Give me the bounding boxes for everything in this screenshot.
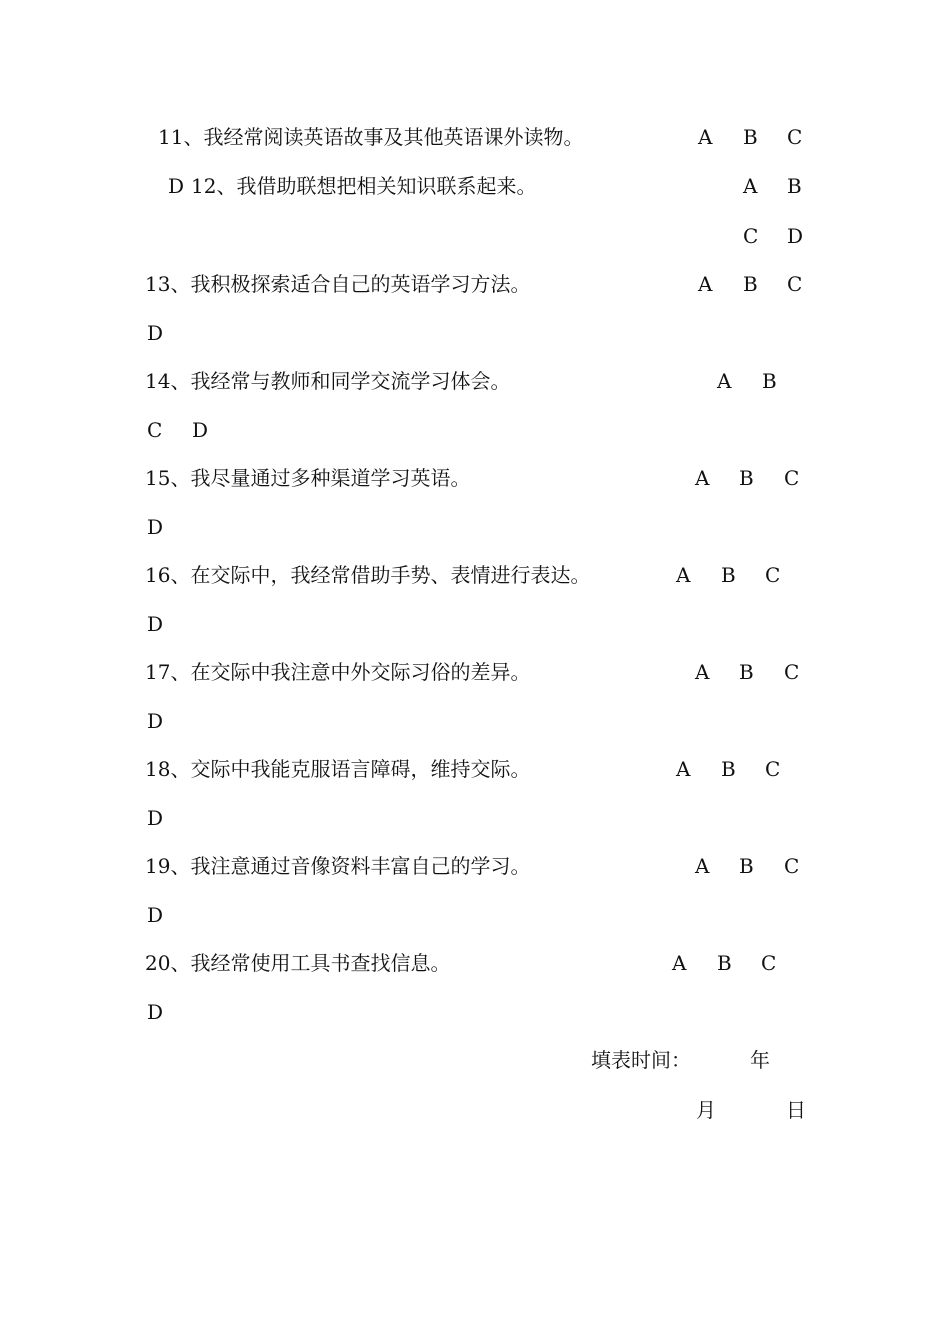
question-18-text: 18、交际中我能克服语言障碍，维持交际。	[145, 757, 531, 781]
question-17-option-b: B	[739, 660, 754, 684]
question-14-text: 14、我经常与教师和同学交流学习体会。	[145, 369, 511, 393]
question-11-option-a: A	[698, 125, 713, 149]
question-16-option-c: C	[765, 563, 781, 587]
question-16-option-b: B	[721, 563, 736, 587]
question-19-option-c: C	[784, 854, 800, 878]
question-19-text: 19、我注意通过音像资料丰富自己的学习。	[145, 854, 531, 878]
question-14-option-c: C	[147, 418, 163, 442]
question-11-option-b: B	[743, 125, 758, 149]
question-11-text: 11、我经常阅读英语故事及其他英语课外读物。	[158, 125, 584, 149]
question-15-option-b: B	[739, 466, 754, 490]
question-20-option-d: D	[147, 1000, 164, 1024]
question-20-option-c: C	[761, 951, 777, 975]
question-17-option-a: A	[695, 660, 710, 684]
question-12-option-c: C	[743, 224, 759, 248]
question-13-option-a: A	[698, 272, 713, 296]
fill-date-year: 年	[750, 1048, 770, 1072]
question-16-option-d: D	[147, 612, 164, 636]
question-15-option-d: D	[147, 515, 164, 539]
fill-date-day: 日	[786, 1098, 806, 1122]
question-14-option-b: B	[762, 369, 777, 393]
question-13-text: 13、我积极探索适合自己的英语学习方法。	[145, 272, 531, 296]
question-13-option-c: C	[787, 272, 803, 296]
question-18-option-a: A	[676, 757, 691, 781]
question-11-option-c: C	[787, 125, 803, 149]
question-19-option-d: D	[147, 903, 164, 927]
question-14-option-a: A	[717, 369, 732, 393]
question-19-option-b: B	[739, 854, 754, 878]
question-20-text: 20、我经常使用工具书查找信息。	[145, 951, 451, 975]
question-15-text: 15、我尽量通过多种渠道学习英语。	[145, 466, 471, 490]
question-18-option-d: D	[147, 806, 164, 830]
question-13-option-b: B	[743, 272, 758, 296]
question-19-option-a: A	[695, 854, 710, 878]
fill-date-label: 填表时间：	[591, 1048, 691, 1072]
question-17-text: 17、在交际中我注意中外交际习俗的差异。	[145, 660, 531, 684]
question-17-option-d: D	[147, 709, 164, 733]
question-20-option-b: B	[717, 951, 732, 975]
question-18-option-b: B	[721, 757, 736, 781]
fill-date-month: 月	[696, 1098, 716, 1122]
question-14-option-d: D	[192, 418, 209, 442]
question-20-option-a: A	[672, 951, 687, 975]
question-15-option-c: C	[784, 466, 800, 490]
question-17-option-c: C	[784, 660, 800, 684]
question-11-option-d: D	[168, 174, 185, 198]
question-15-option-a: A	[695, 466, 710, 490]
question-12-text: 12、我借助联想把相关知识联系起来。	[191, 174, 537, 198]
question-12-option-d: D	[787, 224, 804, 248]
question-13-option-d: D	[147, 321, 164, 345]
question-12-option-b: B	[787, 174, 802, 198]
question-18-option-c: C	[765, 757, 781, 781]
question-16-option-a: A	[676, 563, 691, 587]
question-16-text: 16、在交际中，我经常借助手势、表情进行表达。	[145, 563, 591, 587]
question-12-option-a: A	[743, 174, 758, 198]
